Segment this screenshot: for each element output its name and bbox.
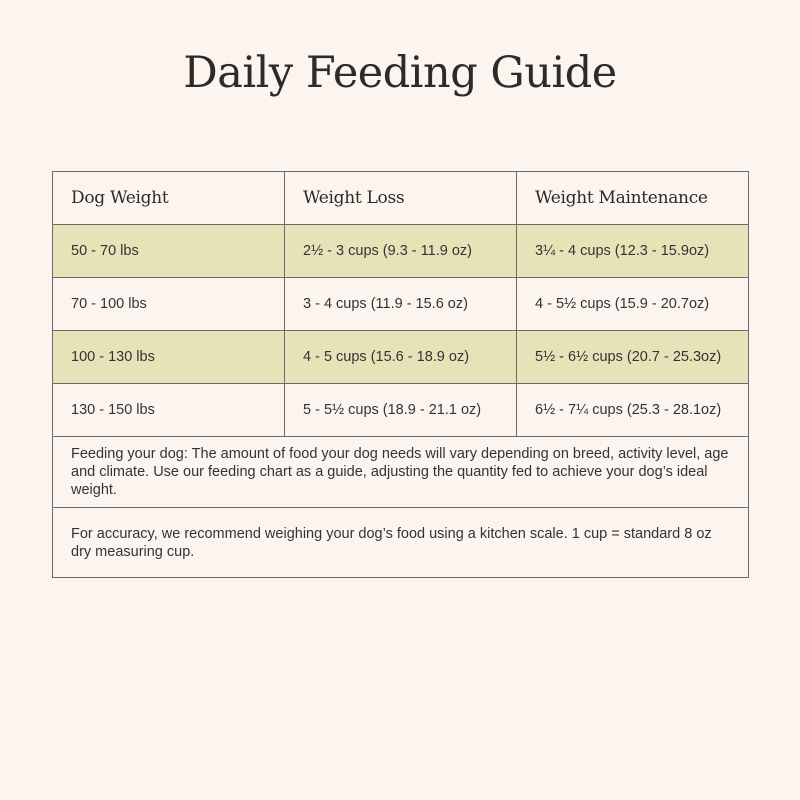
note-row <box>53 508 749 578</box>
header-dog-weight: Dog Weight <box>53 172 285 225</box>
weight-loss-cell: 2½ - 3 cups (9.3 - 11.9 oz) <box>285 225 517 278</box>
feeding-guide-table <box>52 171 749 578</box>
table-row <box>53 331 749 384</box>
weight-maintenance-cell: 3¼ - 4 cups (12.3 - 15.9oz) <box>517 225 749 278</box>
table-header-row <box>53 172 749 225</box>
weight-maintenance-cell: 4 - 5½ cups (15.9 - 20.7oz) <box>517 278 749 331</box>
feeding-note: Feeding your dog: The amount of food your dog needs will vary depending on breed, activity level, age and climate. Use our feeding chart as a guide, adjusting the quantity fed to achieve your dog’s ideal weight. <box>53 437 749 508</box>
header-weight-loss: Weight Loss <box>285 172 517 225</box>
header-weight-maintenance: Weight Maintenance <box>517 172 749 225</box>
table-row <box>53 225 749 278</box>
accuracy-note: For accuracy, we recommend weighing your dog’s food using a kitchen scale. 1 cup = standard 8 oz dry measuring cup. <box>53 508 749 578</box>
table-row <box>53 278 749 331</box>
dog-weight-cell: 100 - 130 lbs <box>53 331 285 384</box>
weight-loss-cell: 4 - 5 cups (15.6 - 18.9 oz) <box>285 331 517 384</box>
weight-loss-cell: 5 - 5½ cups (18.9 - 21.1 oz) <box>285 384 517 437</box>
dog-weight-cell: 50 - 70 lbs <box>53 225 285 278</box>
weight-maintenance-cell: 5½ - 6½ cups (20.7 - 25.3oz) <box>517 331 749 384</box>
dog-weight-cell: 70 - 100 lbs <box>53 278 285 331</box>
page-title: Daily Feeding Guide <box>183 48 617 98</box>
weight-loss-cell: 3 - 4 cups (11.9 - 15.6 oz) <box>285 278 517 331</box>
note-row <box>53 437 749 508</box>
dog-weight-cell: 130 - 150 lbs <box>53 384 285 437</box>
table-row <box>53 384 749 437</box>
weight-maintenance-cell: 6½ - 7¼ cups (25.3 - 28.1oz) <box>517 384 749 437</box>
